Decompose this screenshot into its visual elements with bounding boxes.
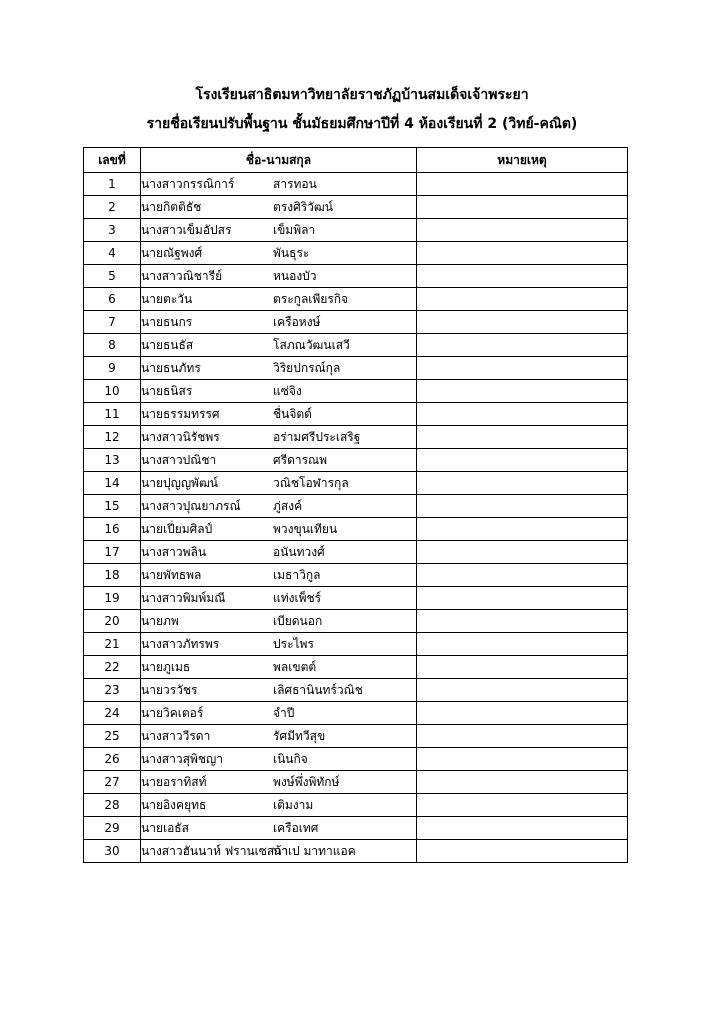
student-name-cell [141,219,417,242]
remarks-cell [417,334,628,357]
remarks-cell [417,817,628,840]
remarks-cell [417,265,628,288]
student-last-name: รัศมีทวีสุข [273,728,326,743]
student-first-name: นางสาวสุพิชญา [141,751,223,766]
student-first-name: นางสาวพิมพ์มณี [141,590,226,605]
remarks-cell [417,219,628,242]
student-name-cell [141,748,417,771]
student-name-cell [141,564,417,587]
student-first-name: นายปุญญพัฒน์ [141,475,218,490]
student-last-name: ตระกูลเพียรกิจ [273,291,349,306]
student-last-name: ศรีดารณพ [273,452,328,467]
student-name-cell [141,518,417,541]
remarks-cell [417,311,628,334]
remarks-cell [417,495,628,518]
student-last-name: นาเป มาทาแอค [273,843,356,858]
remarks-cell [417,472,628,495]
table-row [84,265,628,288]
row-number: 23 [84,679,141,702]
student-name-cell [141,357,417,380]
table-row [84,472,628,495]
student-name-cell [141,265,417,288]
remarks-cell [417,541,628,564]
table-row [84,564,628,587]
row-number: 14 [84,472,141,495]
row-number: 2 [84,196,141,219]
row-number: 13 [84,449,141,472]
student-name-cell [141,702,417,725]
row-number: 15 [84,495,141,518]
student-last-name: เนินกิจ [273,751,308,766]
remarks-cell [417,173,628,196]
row-number: 18 [84,564,141,587]
document-subtitle: รายชื่อเรียนปรับพื้นฐาน ชั้นมัธยมศึกษาปีที่ 4 ห้องเรียนที่ 2 (วิทย์-คณิต) [146,116,578,132]
remarks-cell [417,840,628,863]
header-full-name: ชื่อ-นามสกุล [141,148,417,173]
student-name-cell [141,541,417,564]
remarks-cell [417,518,628,541]
remarks-cell [417,702,628,725]
student-first-name: นางสาวเข็มอัปสร [141,222,232,237]
table-row [84,173,628,196]
row-number: 27 [84,771,141,794]
student-name-cell [141,656,417,679]
row-number: 30 [84,840,141,863]
student-name-cell [141,242,417,265]
student-first-name: นายพัทธพล [141,567,202,582]
student-name-cell [141,196,417,219]
row-number: 22 [84,656,141,679]
student-first-name: นายเอธัส [141,820,189,835]
row-number: 20 [84,610,141,633]
remarks-cell [417,357,628,380]
remarks-cell [417,587,628,610]
row-number: 25 [84,725,141,748]
student-last-name: ตรงศิริวัฒน์ [273,199,333,214]
table-row [84,380,628,403]
row-number: 9 [84,357,141,380]
remarks-cell [417,633,628,656]
student-name-cell [141,311,417,334]
student-last-name: พลเขตต์ [273,659,317,674]
row-number: 26 [84,748,141,771]
row-number: 8 [84,334,141,357]
row-number: 5 [84,265,141,288]
student-first-name: นายธนิสร [141,383,193,398]
student-last-name: ประไพร [273,636,314,651]
remarks-cell [417,449,628,472]
student-name-cell [141,771,417,794]
table-row [84,334,628,357]
student-last-name: แท่งเพ็ชร์ [273,590,322,605]
student-name-cell [141,633,417,656]
row-number: 11 [84,403,141,426]
student-last-name: เมธาวิกูล [273,567,321,582]
student-name-cell [141,403,417,426]
student-first-name: นายตะวัน [141,291,193,306]
table-row [84,518,628,541]
remarks-cell [417,380,628,403]
student-first-name: นายธรรมทรรศ [141,406,220,421]
student-first-name: นายณัฐพงศ์ [141,245,203,260]
remarks-cell [417,610,628,633]
document-title: โรงเรียนสาธิตมหาวิทยาลัยราชภัฏบ้านสมเด็จเจ้าพระยา [195,87,529,103]
row-number: 19 [84,587,141,610]
student-last-name: สารทอน [273,176,317,191]
remarks-cell [417,288,628,311]
row-number: 28 [84,794,141,817]
table-header [84,148,628,173]
table-row [84,449,628,472]
student-name-cell [141,380,417,403]
student-last-name: อร่ามศรีประเสริฐ [273,429,361,444]
student-first-name: นายธนภัทร [141,360,201,375]
row-number: 21 [84,633,141,656]
row-number: 6 [84,288,141,311]
row-number: 10 [84,380,141,403]
remarks-cell [417,679,628,702]
student-last-name: วณิชโอฬารกุล [273,475,349,490]
table-row [84,725,628,748]
student-first-name: นายธนกร [141,314,193,329]
remarks-cell [417,196,628,219]
student-last-name: อนันทวงศ์ [273,544,325,559]
student-last-name: จำปี [273,705,295,720]
student-first-name: นายเปี่ยมศิลป์ [141,521,213,536]
table-row [84,840,628,863]
row-number: 17 [84,541,141,564]
student-first-name: นางสาวปุณยาภรณ์ [141,498,241,513]
table-row [84,587,628,610]
student-name-cell [141,426,417,449]
student-first-name: นายวรวัชร [141,682,198,697]
row-number: 29 [84,817,141,840]
student-last-name: วิริยปกรณ์กุล [273,360,341,375]
student-last-name: โสภณวัฒนเสวี [273,337,350,352]
remarks-cell [417,242,628,265]
student-first-name: นายธนธัส [141,337,194,352]
student-last-name: เครือหงษ์ [273,314,321,329]
header-remarks: หมายเหตุ [417,148,628,173]
table-row [84,403,628,426]
student-first-name: นายอิงคยุทธ [141,797,207,812]
student-first-name: นางสาวฮันนาห์ ฟรานเซสก้า [141,843,289,858]
student-first-name: นายกิตติธัช [141,199,202,214]
student-first-name: นายวิคเตอร์ [141,705,204,720]
table-row [84,702,628,725]
table-row [84,541,628,564]
table-row [84,357,628,380]
student-first-name: นางสาวนิรัชพร [141,429,220,444]
table-row [84,610,628,633]
table-row [84,426,628,449]
remarks-cell [417,748,628,771]
header-row [84,148,628,173]
student-name-cell [141,679,417,702]
remarks-cell [417,656,628,679]
row-number: 4 [84,242,141,265]
remarks-cell [417,794,628,817]
table-body [84,173,628,863]
student-last-name: พวงขุนเทียน [273,521,338,536]
table-row [84,679,628,702]
student-last-name: เลิศธานินทร์วณิช [273,682,363,697]
table-row [84,242,628,265]
student-last-name: เบียดนอก [273,613,323,628]
student-first-name: นายภูเมธ [141,659,191,674]
row-number: 1 [84,173,141,196]
table-row [84,219,628,242]
row-number: 24 [84,702,141,725]
student-name-cell [141,794,417,817]
student-first-name: นางสาวกรรณิการ์ [141,176,235,191]
student-first-name: นางสาวพลิน [141,544,207,559]
student-first-name: นายภพ [141,613,179,628]
student-first-name: นางสาวภัทรพร [141,636,220,651]
student-first-name: นางสาวณิชารีย์ [141,268,223,283]
student-first-name: นางสาววีรดา [141,728,211,743]
row-number: 3 [84,219,141,242]
student-name-cell [141,288,417,311]
student-last-name: พันธุระ [273,245,310,260]
student-last-name: แซ่จิง [273,383,302,398]
remarks-cell [417,771,628,794]
row-number: 7 [84,311,141,334]
student-name-cell [141,334,417,357]
student-name-cell [141,472,417,495]
student-first-name: นายอราทิสท์ [141,774,207,789]
table-row [84,794,628,817]
student-roster-table [83,147,628,863]
student-last-name: เครือเทศ [273,820,319,835]
table-row [84,288,628,311]
remarks-cell [417,725,628,748]
table-row [84,656,628,679]
student-name-cell [141,817,417,840]
remarks-cell [417,426,628,449]
student-name-cell [141,840,417,863]
header-number: เลขที่ [84,148,141,173]
table-row [84,311,628,334]
student-last-name: หนองบัว [273,268,317,283]
student-name-cell [141,725,417,748]
student-name-cell [141,449,417,472]
table-row [84,633,628,656]
student-name-cell [141,610,417,633]
remarks-cell [417,403,628,426]
student-last-name: ชื่นจิตต์ [273,406,312,421]
table-row [84,196,628,219]
student-last-name: เข็มพิลา [273,222,316,237]
student-name-cell [141,587,417,610]
row-number: 12 [84,426,141,449]
student-last-name: ภู่สงค์ [273,498,303,513]
student-name-cell [141,495,417,518]
table-row [84,771,628,794]
remarks-cell [417,564,628,587]
table-row [84,817,628,840]
table-row [84,748,628,771]
table-row [84,495,628,518]
student-name-cell [141,173,417,196]
student-first-name: นางสาวปณิชา [141,452,217,467]
student-last-name: พงษ์พึ่งพิทักษ์ [273,774,340,789]
row-number: 16 [84,518,141,541]
student-last-name: เติมงาม [273,797,314,812]
